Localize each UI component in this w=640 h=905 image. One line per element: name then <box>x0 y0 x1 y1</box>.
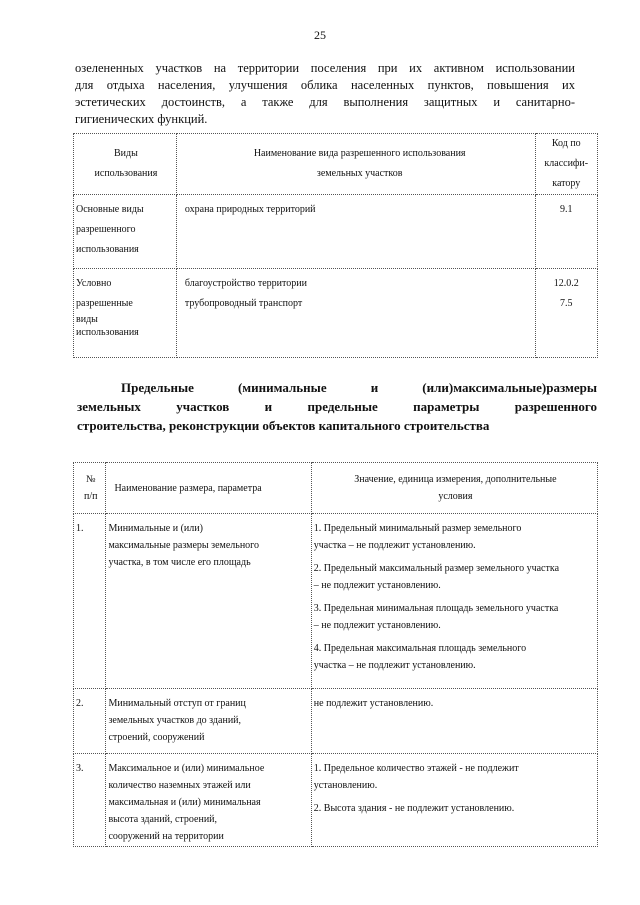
intro-line: эстетических достоинств, а также для выполнения защитных и санитарно- <box>75 95 575 109</box>
parameter-value-cell <box>311 514 597 689</box>
condition-item: 3. Предельная минимальная площадь земельного участка – не подлежит установлению. <box>313 603 559 631</box>
permitted-uses-table <box>73 133 598 358</box>
row-number: 1. <box>74 514 106 689</box>
condition-item: 4. Предельная максимальная площадь земельного участка – не подлежит установлению. <box>313 643 527 671</box>
use-code-cell: 12.0.2 7.5 <box>535 269 597 358</box>
heading-line: Предельные (минимальные и (или)максимальные)размеры <box>121 380 597 395</box>
heading-line: земельных участков и предельные параметры разрешенного <box>77 399 597 414</box>
condition-item: 1. Предельный минимальный размер земельного участка – не подлежит установлению. <box>313 523 522 551</box>
condition-item: 2. Высота здания - не подлежит установлению. <box>313 803 515 814</box>
condition-item: 2. Предельный максимальный размер земельного участка – не подлежит установлению. <box>313 563 560 591</box>
header-kind: Виды использования <box>74 134 177 195</box>
header-number: № п/п <box>74 463 106 514</box>
header-parameter-name: Наименование размера, параметра <box>106 463 311 514</box>
use-code-cell: 9.1 <box>535 195 597 269</box>
page-number: 25 <box>314 28 326 42</box>
table-header-row <box>74 463 598 514</box>
use-kind-cell: Условно разрешенные виды использования <box>74 269 177 358</box>
intro-line: гигиенических функций. <box>75 112 208 126</box>
table-header-row <box>74 134 598 195</box>
intro-paragraph <box>75 60 575 128</box>
table-row <box>74 689 598 754</box>
table-row <box>74 195 598 269</box>
parameter-name-cell: Минимальный отступ от границ земельных участков до зданий, строений, сооружений <box>106 689 311 754</box>
use-name-cell: охрана природных территорий <box>176 195 535 269</box>
row-number: 3. <box>74 754 106 847</box>
parameter-value-cell <box>311 754 597 847</box>
parameter-name-cell: Минимальные и (или) максимальные размеры земельного участка, в том числе его площадь <box>106 514 311 689</box>
section-heading <box>77 378 597 435</box>
parameter-value-cell <box>311 689 597 754</box>
heading-line: строительства, реконструкции объектов капитального строительства <box>77 418 490 433</box>
header-use-name: Наименование вида разрешенного использования земельных участков <box>176 134 535 195</box>
limit-parameters-table <box>73 462 598 847</box>
header-value: Значение, единица измерения, дополнительные условия <box>311 463 597 514</box>
table-row <box>74 754 598 847</box>
parameter-name-cell: Максимальное и (или) минимальное количество наземных этажей или максимальная и (или) минимальная высота зданий, строений, сооружений на территории <box>106 754 311 847</box>
intro-line: для отдыха населения, улучшения облика населенных пунктов, повышения их <box>75 78 575 92</box>
header-code: Код по классифи- катору <box>535 134 597 195</box>
table-row <box>74 269 598 358</box>
condition-item: не подлежит установлению. <box>313 698 434 709</box>
use-name-cell: благоустройство территории трубопроводный транспорт <box>176 269 535 358</box>
intro-line: озелененных участков на территории поселения при их активном использовании <box>75 61 575 75</box>
row-number: 2. <box>74 689 106 754</box>
table-row <box>74 514 598 689</box>
condition-item: 1. Предельное количество этажей - не подлежит установлению. <box>313 763 519 791</box>
use-kind-cell: Основные виды разрешенного использования <box>74 195 177 269</box>
